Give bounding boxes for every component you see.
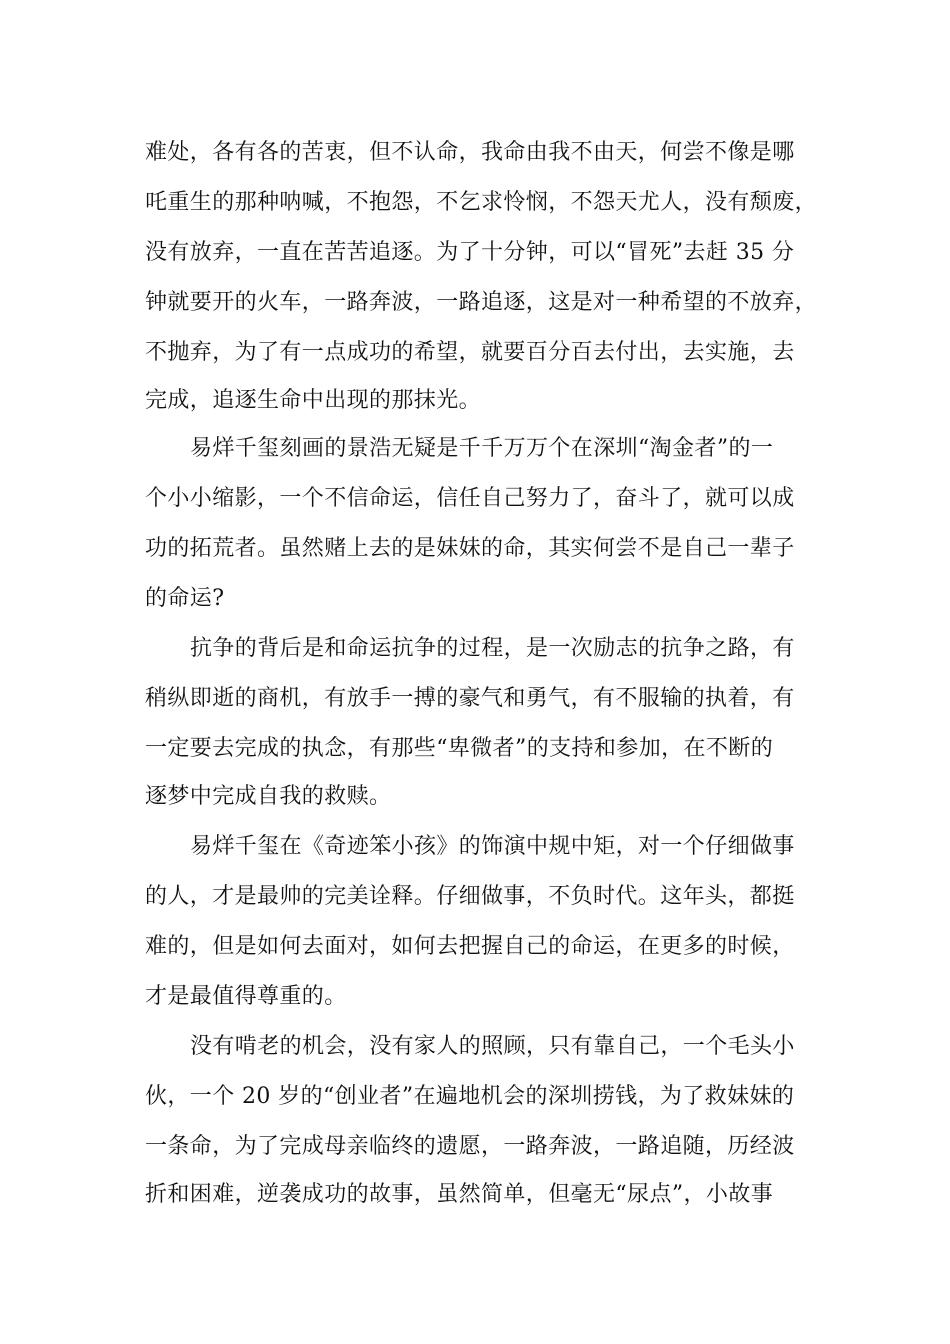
text-line: 没有啃老的机会，没有家人的照顾，只有靠自己，一个毛头小 <box>190 1034 795 1059</box>
text-line: 的人，才是最帅的完美诠释。仔细做事，不负时代。这年头，都挺 <box>145 884 795 909</box>
text-line: 难的，但是如何去面对，如何去把握自己的命运，在更多的时候， <box>145 934 795 959</box>
text-line: 折和困难，逆袭成功的故事，虽然简单，但毫无“尿点”，小故事 <box>145 1182 774 1207</box>
text-line: 不抛弃，为了有一点成功的希望，就要百分百去付出，去实施，去 <box>145 340 795 365</box>
text-line: 抗争的背后是和命运抗争的过程，是一次励志的抗争之路，有 <box>190 636 795 661</box>
text-line: 才是最值得尊重的。 <box>145 984 347 1009</box>
text-line: 功的拓荒者。虽然赌上去的是妹妹的命，其实何尝不是自己一辈子 <box>145 536 795 561</box>
text-line: 的命运? <box>145 586 225 611</box>
text-line: 个小小缩影，一个不信命运，信任自己努力了，奋斗了，就可以成 <box>145 486 795 511</box>
text-line: 没有放弃，一直在苦苦追逐。为了十分钟，可以“冒死”去赶 35 分 <box>145 240 795 265</box>
text-line: 伙，一个 20 岁的“创业者”在遍地机会的深圳捞钱，为了救妹妹的 <box>145 1084 795 1109</box>
text-line: 一定要去完成的执念，有那些“卑微者”的支持和参加，在不断的 <box>145 736 774 761</box>
text-line: 一条命，为了完成母亲临终的遗愿，一路奔波，一路追随，历经波 <box>145 1134 795 1159</box>
text-line: 易烊千玺在《奇迹笨小孩》的饰演中规中矩，对一个仔细做事 <box>190 834 795 859</box>
text-line: 钟就要开的火车，一路奔波，一路追逐，这是对一种希望的不放弃， <box>145 290 818 315</box>
text-line: 易烊千玺刻画的景浩无疑是千千万万个在深圳“淘金者”的一 <box>190 436 774 461</box>
text-line: 吒重生的那种呐喊，不抱怨，不乞求怜悯，不怨天尤人，没有颓废， <box>145 190 818 215</box>
text-line: 难处，各有各的苦衷，但不认命，我命由我不由天，何尝不像是哪 <box>145 140 795 165</box>
text-line: 逐梦中完成自我的救赎。 <box>145 784 392 809</box>
text-line: 稍纵即逝的商机，有放手一搏的豪气和勇气，有不服输的执着，有 <box>145 686 795 711</box>
text-line: 完成，追逐生命中出现的那抹光。 <box>145 388 482 413</box>
